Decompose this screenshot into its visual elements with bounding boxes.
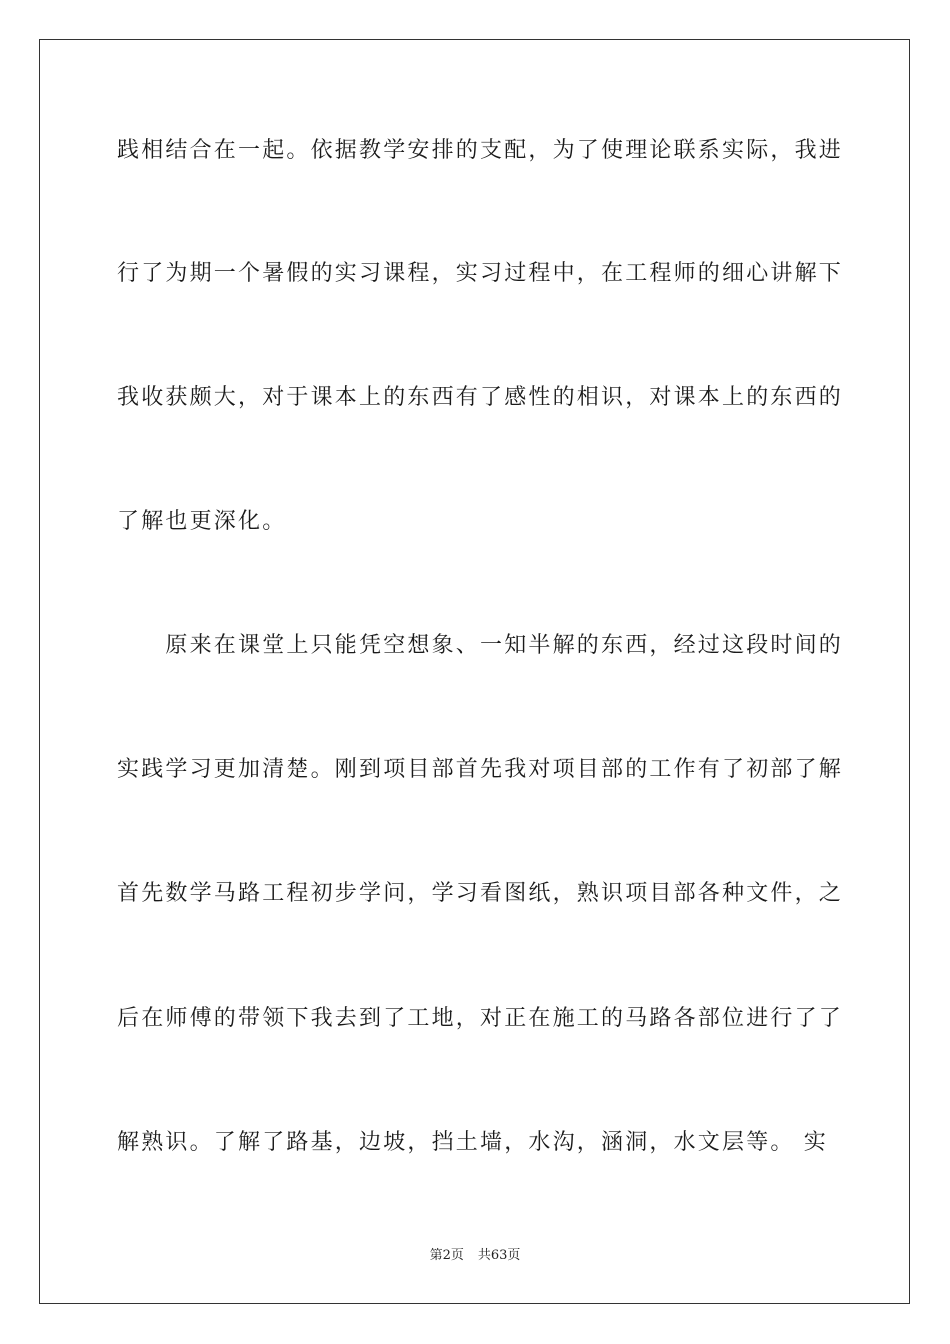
- text-line: 后在师傅的带领下我去到了工地，对正在施工的马路各部位进行了了: [117, 1006, 844, 1031]
- text-line: 行了为期一个暑假的实习课程，实习过程中，在工程师的细心讲解下: [117, 261, 844, 286]
- text-line: 解熟识。了解了路基，边坡，挡土墙，水沟，涵洞，水文层等。 实: [117, 1130, 828, 1155]
- text-line: 原来在课堂上只能凭空想象、一知半解的东西，经过这段时间的: [117, 633, 844, 658]
- text-line: 我收获颇大，对于课本上的东西有了感性的相识，对课本上的东西的: [117, 385, 844, 410]
- text-line: 实践学习更加清楚。刚到项目部首先我对项目部的工作有了初部了解: [117, 757, 844, 782]
- page-footer: [0, 1248, 950, 1264]
- total-pages: 共63页: [477, 1248, 521, 1263]
- text-line: 践相结合在一起。依据教学安排的支配，为了使理论联系实际，我进: [117, 138, 844, 163]
- text-line: 首先数学马路工程初步学问，学习看图纸，熟识项目部各种文件，之: [117, 881, 844, 906]
- page-border: [39, 39, 910, 1304]
- text-line: 了解也更深化。: [117, 509, 287, 534]
- page-number: 第2页: [429, 1248, 464, 1263]
